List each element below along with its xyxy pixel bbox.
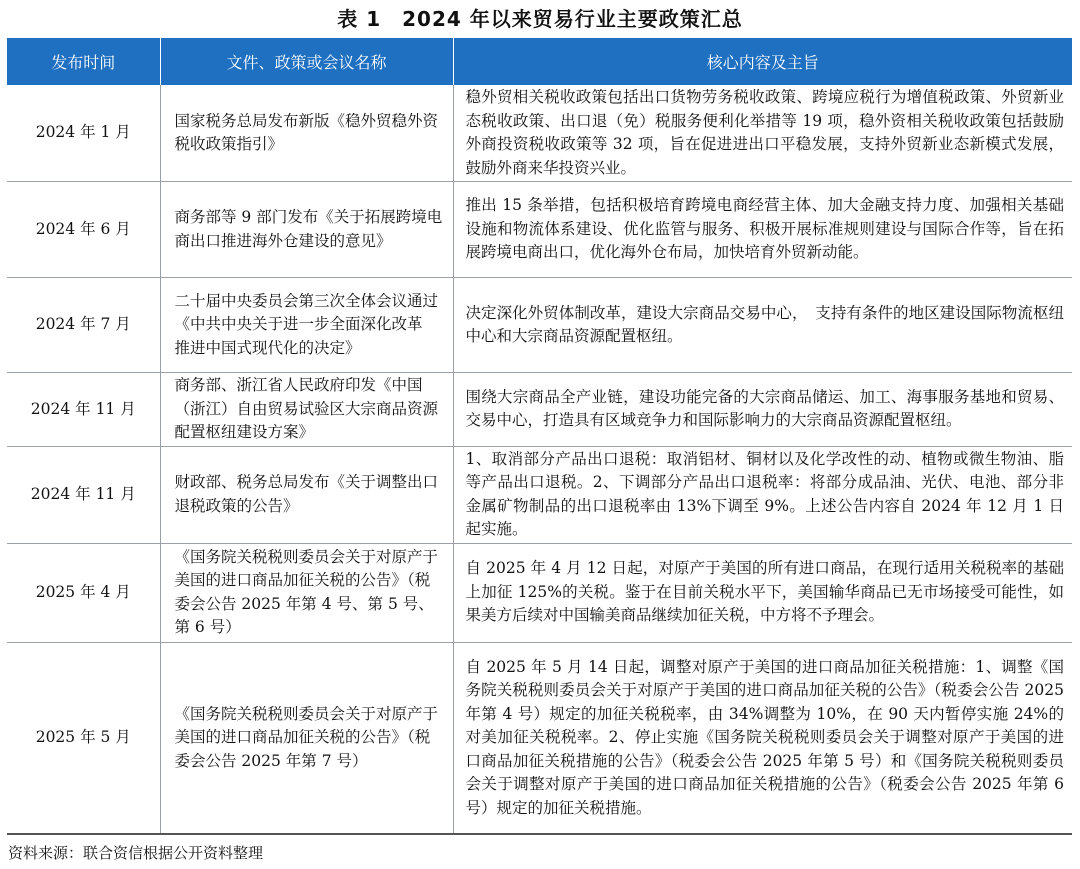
row-name: 《国务院关税税则委员会关于对原产于美国的进口商品加征关税的公告》（税委会公告 2025 年第 7 号）: [160, 642, 453, 834]
table-row: [7, 278, 1072, 373]
row-content: 自 2025 年 4 月 12 日起，对原产于美国的所有进口商品，在现行适用关税税率的基础上加征 125%的关税。鉴于在目前关税水平下，美国输华商品已无市场接受可能性，如果美方后续对中国输美商品继续加征关税，中方将不予理会。: [453, 543, 1072, 642]
row-name: 《国务院关税税则委员会关于对原产于美国的进口商品加征关税的公告》（税委会公告 2025 年第 4 号、第 5 号、第 6 号）: [160, 543, 453, 642]
table-row: [7, 182, 1072, 278]
table-title: 表 1 2024 年以来贸易行业主要政策汇总: [337, 7, 743, 31]
row-name: 国家税务总局发布新版《稳外贸稳外资税收政策指引》: [160, 85, 453, 182]
table-row: [7, 642, 1072, 834]
row-content: 决定深化外贸体制改革，建设大宗商品交易中心， 支持有条件的地区建设国际物流枢纽中心和大宗商品资源配置枢纽。: [453, 278, 1072, 373]
row-date: 2024 年 6 月: [7, 182, 160, 278]
header-date: 发布时间: [7, 38, 160, 85]
row-date: 2025 年 4 月: [7, 543, 160, 642]
row-date: 2024 年 11 月: [7, 446, 160, 543]
row-date: 2024 年 7 月: [7, 278, 160, 373]
table-row: [7, 543, 1072, 642]
row-name: 商务部等 9 部门发布《关于拓展跨境电商出口推进海外仓建设的意见》: [160, 182, 453, 278]
row-name: 财政部、税务总局发布《关于调整出口退税政策的公告》: [160, 446, 453, 543]
table-row: [7, 373, 1072, 447]
row-content: 围绕大宗商品全产业链，建设功能完备的大宗商品储运、加工、海事服务基地和贸易、交易中心，打造具有区域竞争力和国际影响力的大宗商品资源配置枢纽。: [453, 373, 1072, 447]
policy-table: [7, 38, 1072, 835]
row-name: 二十届中央委员会第三次全体会议通过《中共中央关于进一步全面深化改革 推进中国式现代化的决定》: [160, 278, 453, 373]
row-content: 自 2025 年 5 月 14 日起，调整对原产于美国的进口商品加征关税措施：1、调整《国务院关税税则委员会关于对原产于美国的进口商品加征关税的公告》（税委会公告 2025 年第 4 号）规定的加征关税税率，由 34%调整为 10%，在 90 天内暂停实施 24%的对美加征关税税率。2、停止实施《国务院关税税则委员会关于调整对原产于美国的进口商品加征关税措施的公告》（税委会公告 2025 年第 5 号）和《国务院关税税则委员会关于调整对原产于美国的进口商品加征关税措施的公告》（税委会公告 2025 年第 6 号）规定的加征关税措施。: [453, 642, 1072, 834]
row-content: 稳外贸相关税收政策包括出口货物劳务税收政策、跨境应税行为增值税政策、外贸新业态税收政策、出口退（免）税服务便利化举措等 19 项，稳外资相关税收政策包括鼓励外商投资税收政策等 32 项，旨在促进进出口平稳发展，支持外贸新业态新模式发展，鼓励外商来华投资兴业。: [453, 85, 1072, 182]
row-name: 商务部、浙江省人民政府印发《中国（浙江）自由贸易试验区大宗商品资源配置枢纽建设方案》: [160, 373, 453, 447]
table-row: [7, 85, 1072, 182]
source-note: 资料来源：联合资信根据公开资料整理: [8, 844, 264, 862]
row-content: 1、取消部分产品出口退税：取消铝材、铜材以及化学改性的动、植物或微生物油、脂等产品出口退税。2、下调部分产品出口退税率：将部分成品油、光伏、电池、部分非金属矿物制品的出口退税率由 13%下调至 9%。上述公告内容自 2024 年 12 月 1 日起实施。: [453, 446, 1072, 543]
table-row: [7, 446, 1072, 543]
row-date: 2024 年 11 月: [7, 373, 160, 447]
row-content: 推出 15 条举措，包括积极培育跨境电商经营主体、加大金融支持力度、加强相关基础设施和物流体系建设、优化监管与服务、积极开展标准规则建设与国际合作等，旨在拓展跨境电商出口，优化海外仓布局，加快培育外贸新动能。: [453, 182, 1072, 278]
header-name: 文件、政策或会议名称: [160, 38, 453, 85]
table-header-row: [7, 38, 1072, 85]
row-date: 2024 年 1 月: [7, 85, 160, 182]
row-date: 2025 年 5 月: [7, 642, 160, 834]
header-content: 核心内容及主旨: [453, 38, 1072, 85]
